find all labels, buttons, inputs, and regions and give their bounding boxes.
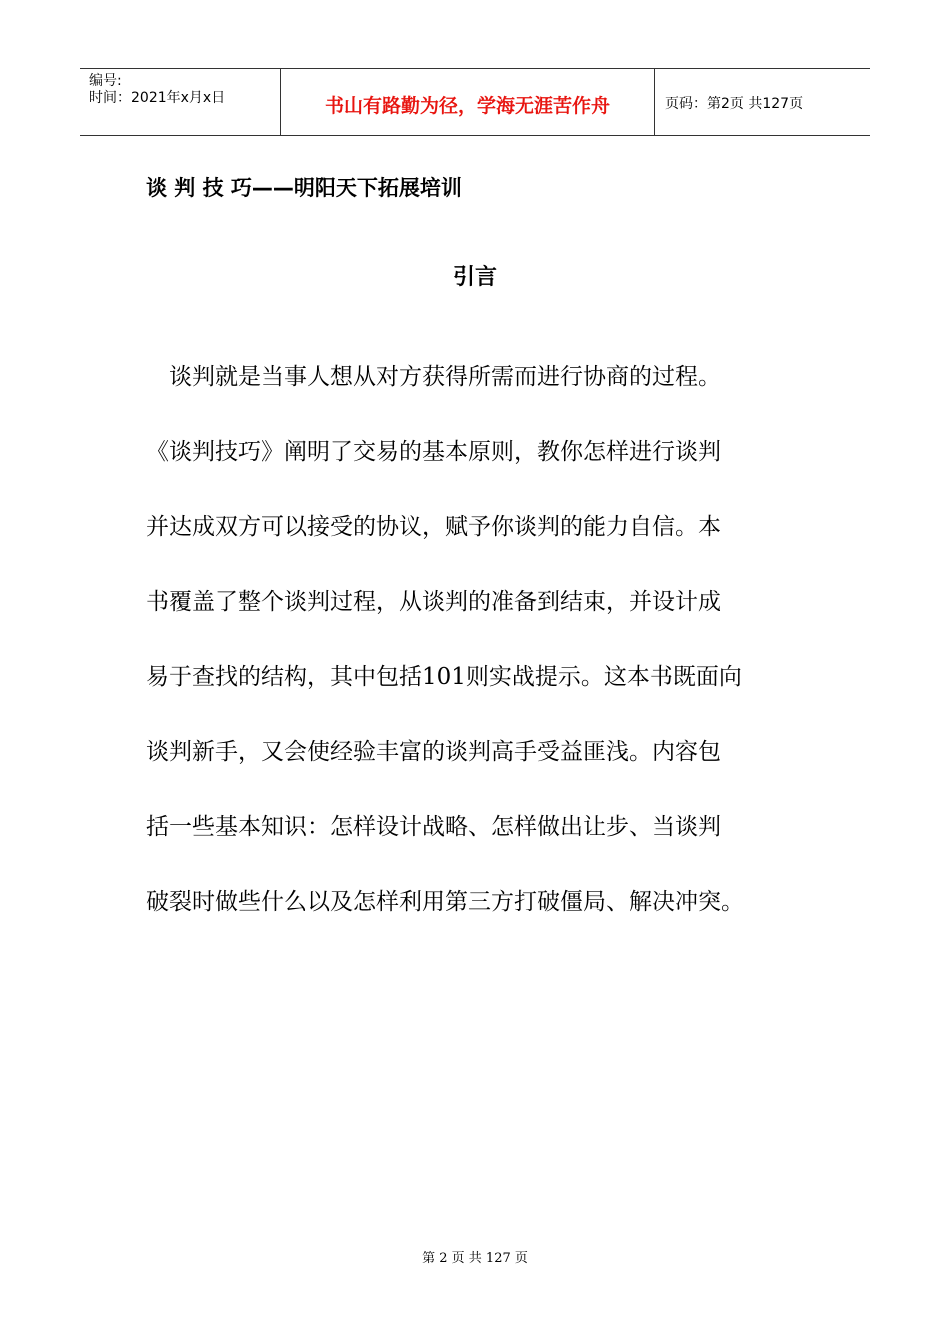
paragraph-line: 书覆盖了整个谈判过程，从谈判的准备到结束，并设计成 (146, 589, 721, 615)
paragraph-line: 破裂时做些什么以及怎样利用第三方打破僵局、解决冲突。 (146, 889, 744, 915)
body-paragraph (146, 340, 806, 940)
section-heading: 引言 (452, 265, 497, 290)
paragraph-line: 并达成双方可以接受的协议，赋予你谈判的能力自信。本 (146, 514, 721, 540)
paragraph-line: 谈判就是当事人想从对方获得所需而进行协商的过程。 (146, 364, 721, 390)
header-motto: 书山有路勤为径，学海无涯苦作舟 (281, 69, 655, 135)
header-meta-cell (80, 69, 281, 135)
header-time-label: 时间：2021年x月x日 (89, 90, 226, 106)
page-footer: 第 2 页 共 127 页 (422, 1251, 528, 1266)
paragraph-line: 易于查找的结构，其中包括101则实战提示。这本书既面向 (146, 664, 742, 690)
header-number-label: 编号: (89, 73, 122, 89)
header-page-info: 页码：第2页 共127页 (665, 96, 804, 112)
paragraph-line: 谈判新手，又会使经验丰富的谈判高手受益匪浅。内容包 (146, 739, 721, 765)
paragraph-line: 《谈判技巧》阐明了交易的基本原则，教你怎样进行谈判 (146, 439, 721, 465)
document-title: 谈 判 技 巧——明阳天下拓展培训 (146, 176, 462, 200)
paragraph-line: 括一些基本知识：怎样设计战略、怎样做出让步、当谈判 (146, 814, 721, 840)
page-header (80, 68, 870, 136)
